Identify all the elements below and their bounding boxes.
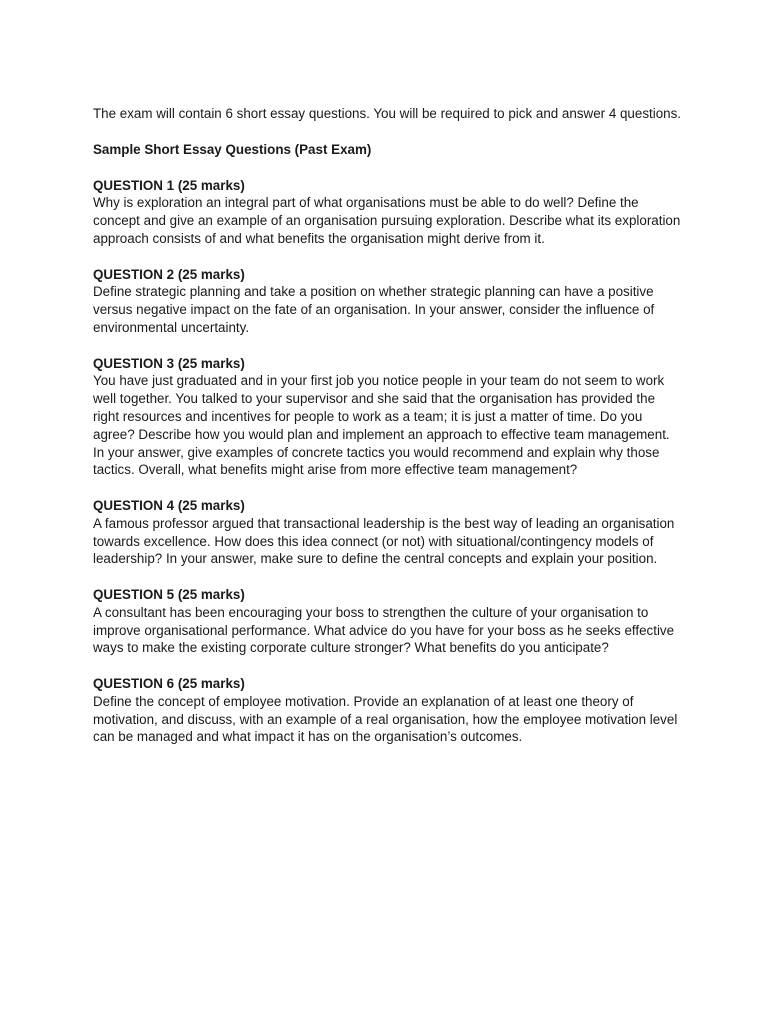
question-heading: QUESTION 6 (25 marks) [93,675,245,691]
question-block-6 [93,675,683,746]
section-subtitle: Sample Short Essay Questions (Past Exam) [93,141,372,157]
question-heading: QUESTION 1 (25 marks) [93,177,245,193]
question-text: Why is exploration an integral part of what organisations must be able to do well? Define the concept and give an example of an organisation pursuing exploration. Describe what its exploration approach consists of and what benefits the organisation might derive from it. [93,195,681,246]
question-heading: QUESTION 4 (25 marks) [93,497,245,513]
question-block-3 [93,355,683,480]
question-text: You have just graduated and in your first job you notice people in your team do not seem to work well together. You talked to your supervisor and she said that the organisation has provided the right resources and incentives for people to work as a team; it is just a matter of time. Do you agree? Describe how you would plan and implement an approach to effective team management. In your answer, give examples of concrete tactics you would recommend and explain why those tactics. Overall, what benefits might arise from more effective team management? [93,373,670,478]
question-text: Define strategic planning and take a position on whether strategic planning can have a positive versus negative impact on the fate of an organisation. In your answer, consider the influence of environmental uncertainty. [93,284,655,335]
question-block-5 [93,586,683,657]
intro-paragraph: The exam will contain 6 short essay questions. You will be required to pick and answer 4 questions. [93,106,682,121]
document-body [93,105,683,764]
question-block-2 [93,266,683,337]
question-text: Define the concept of employee motivation. Provide an explanation of at least one theory of motivation, and discuss, with an example of a real organisation, how the employee motivation level can be managed and what impact it has on the organisation’s outcomes. [93,693,678,745]
question-block-4 [93,497,683,568]
question-text: A consultant has been encouraging your boss to strengthen the culture of your organisation to improve organisational performance. What advice do you have for your boss as he seeks effective ways to make the existing corporate culture stronger? What benefits do you anticipate? [93,604,675,656]
question-text: A famous professor argued that transactional leadership is the best way of leading an organisation towards excellence. How does this idea connect (or not) with situational/contingency models of leadership? In your answer, make sure to define the central concepts and explain your position. [93,515,675,567]
question-heading: QUESTION 3 (25 marks) [93,355,245,371]
question-block-1 [93,177,683,248]
question-heading: QUESTION 2 (25 marks) [93,266,245,282]
question-heading: QUESTION 5 (25 marks) [93,586,245,602]
